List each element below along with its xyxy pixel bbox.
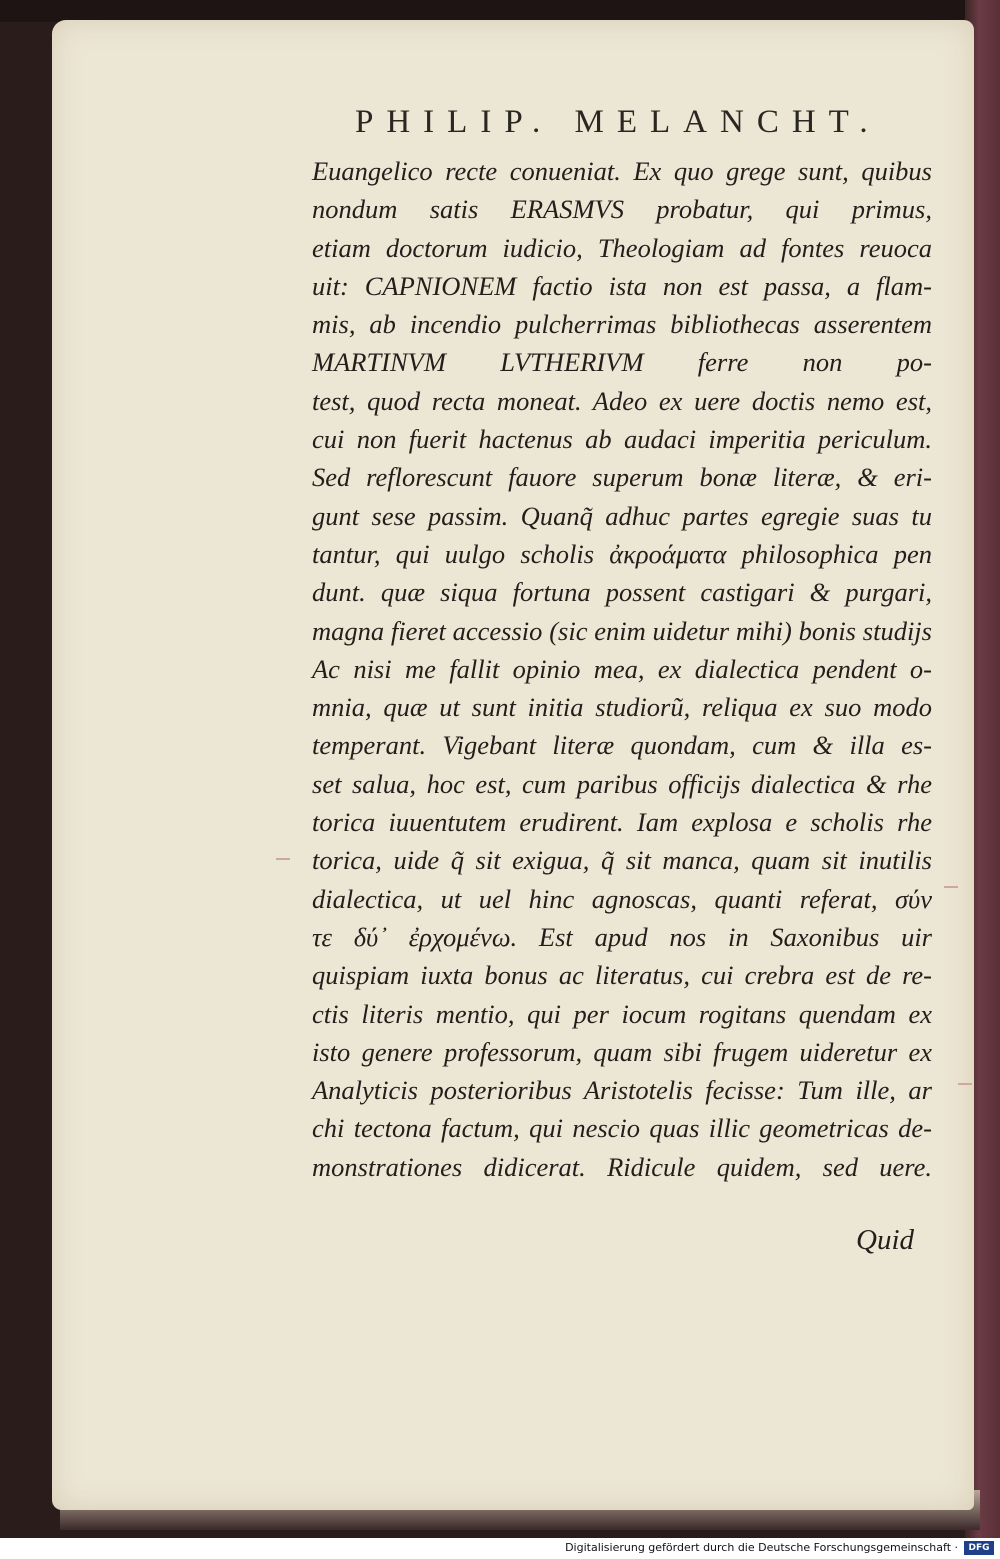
body-text <box>312 152 932 1186</box>
text-line: Analyticis posterioribus Aristotelis fecisse: Tum ille, ar <box>312 1075 932 1106</box>
catchword: Quid <box>856 1224 914 1256</box>
text-line: chi tectona factum, qui nescio quas illic geometricas de- <box>312 1113 932 1144</box>
text-line: dialectica, ut uel hinc agnoscas, quanti referat, σύν <box>312 883 932 914</box>
running-head: PHILIP. MELANCHT. <box>355 104 881 140</box>
footer-credit: Digitalisierung gefördert durch die Deutsche Forschungsgemeinschaft · <box>565 1541 958 1554</box>
text-line: nondum satis ERASMVS probatur, qui primus, <box>312 194 932 225</box>
text-line: Sed reflorescunt fauore superum bonæ literæ, & eri- <box>312 462 932 493</box>
text-line: Euangelico recte conueniat. Ex quo grege sunt, quibus <box>312 156 932 186</box>
text-line: mnia, quæ ut sunt initia studiorũ, reliqua ex suo modo <box>312 692 932 723</box>
text-line: tantur, qui uulgo scholis ἀκροάματα philosophica pen <box>312 538 932 569</box>
text-line: gunt sese passim. Quanq̃ adhuc partes egregie suas tu <box>312 500 932 531</box>
text-line: set salua, hoc est, cum paribus officijs dialectica & rhe <box>312 768 932 799</box>
margin-mark <box>944 886 958 888</box>
text-line: test, quod recta moneat. Adeo ex uere doctis nemo est, <box>312 385 932 416</box>
scan-top-edge <box>0 0 1000 22</box>
text-line: MARTINVM LVTHERIVM ferre non po- <box>312 347 932 378</box>
text-line: mis, ab incendio pulcherrimas bibliothecas asserentem <box>312 309 932 340</box>
margin-mark <box>276 858 290 860</box>
text-line: uit: CAPNIONEM factio ista non est passa, a flam- <box>312 270 932 301</box>
text-line: magna fieret accessio (sic enim uidetur mihi) bonis studijs <box>312 615 932 646</box>
text-line: etiam doctorum iudicio, Theologiam ad fontes reuoca <box>312 232 932 263</box>
dfg-logo: DFG <box>964 1541 994 1555</box>
text-line: torica iuuentutem erudirent. Iam explosa e scholis rhe <box>312 807 932 838</box>
text-line: monstrationes didicerat. Ridicule quidem, sed uere. <box>312 1151 932 1182</box>
text-line: dunt. quæ siqua fortuna possent castigari & purgari, <box>312 577 932 608</box>
margin-mark <box>958 1083 972 1085</box>
text-line: torica, uide q̃ sit exigua, q̃ sit manca, quam sit inutilis <box>312 845 932 876</box>
text-line: temperant. Vigebant literæ quondam, cum & illa es- <box>312 730 932 761</box>
text-line: τε δύ᾽ ἐρχομένω. Est apud nos in Saxonibus uir <box>312 921 932 952</box>
text-line: cui non fuerit hactenus ab audaci imperitia periculum. <box>312 424 932 455</box>
text-line: Ac nisi me fallit opinio mea, ex dialectica pendent o- <box>312 653 932 684</box>
text-line: ctis literis mentio, qui per iocum rogitans quendam ex <box>312 998 932 1029</box>
text-line: isto genere professorum, quam sibi frugem uideretur ex <box>312 1036 932 1067</box>
digitization-footer <box>0 1538 1000 1559</box>
text-line: quispiam iuxta bonus ac literatus, cui crebra est de re- <box>312 960 932 991</box>
